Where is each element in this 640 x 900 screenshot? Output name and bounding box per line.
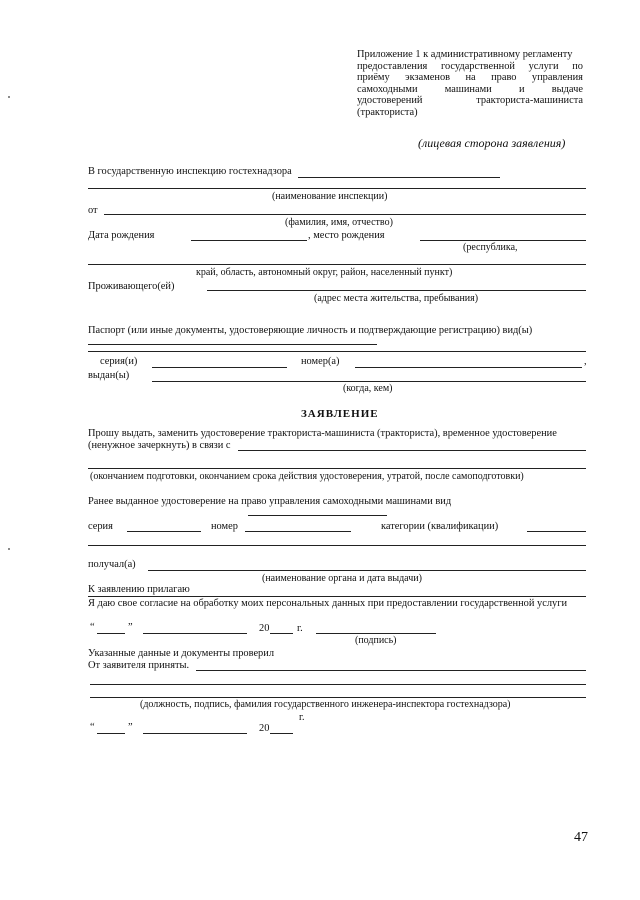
scan-dot <box>8 96 10 98</box>
consent-label: Я даю свое согласие на обработку моих персональных данных при предоставлении государственной услуги <box>88 598 568 609</box>
passport-series-field[interactable] <box>152 367 287 368</box>
cert-number-label: номер <box>211 521 238 532</box>
quote-close: ” <box>128 622 133 633</box>
appendix-line-3 <box>357 72 583 84</box>
address-field[interactable] <box>207 290 586 291</box>
appendix-word: предоставления <box>357 60 428 72</box>
appendix-note <box>357 49 583 119</box>
passport-number-field[interactable] <box>355 367 582 368</box>
categories-label: категории (квалификации) <box>381 521 499 532</box>
reason-field[interactable] <box>238 450 586 451</box>
appendix-word: экзаменов <box>405 72 451 84</box>
year-prefix-2: 20 <box>259 723 270 734</box>
appendix-word: услуги <box>528 60 559 72</box>
year-field[interactable] <box>270 633 293 634</box>
appendix-word: удостоверений <box>357 95 423 107</box>
year-suffix: г. <box>297 623 303 634</box>
month-field[interactable] <box>143 633 247 634</box>
appendix-word: управления <box>531 72 583 84</box>
official-field[interactable] <box>90 684 586 685</box>
appendix-line-1: Приложение 1 к административному регламенту <box>357 49 573 60</box>
received-label: получал(а) <box>88 559 136 570</box>
page-number: 47 <box>574 830 588 845</box>
quote-close-2: ” <box>128 722 133 733</box>
side-label: (лицевая сторона заявления) <box>418 136 566 150</box>
day-field[interactable] <box>97 633 125 634</box>
dob-field[interactable] <box>191 240 307 241</box>
prev-cert-type-field[interactable] <box>248 515 387 516</box>
resident-label: Проживающего(ей) <box>88 281 175 292</box>
appendix-word: машинами <box>444 83 492 95</box>
cert-series-label: серия <box>88 521 113 532</box>
cert-number-field[interactable] <box>245 531 351 532</box>
attach-label: К заявлению прилагаю <box>88 584 190 595</box>
fio-field[interactable] <box>104 214 586 215</box>
appendix-word: право <box>491 72 517 84</box>
inspection-field[interactable] <box>298 177 500 178</box>
request-line-2: (ненужное зачеркнуть) в связи с <box>88 440 231 451</box>
month-field-2[interactable] <box>143 733 247 734</box>
appendix-line-2 <box>357 61 583 73</box>
statement-title: ЗАЯВЛЕНИЕ <box>301 408 379 420</box>
issued-field[interactable] <box>152 381 586 382</box>
passport-type-field-2[interactable] <box>88 351 586 352</box>
from-label: от <box>88 205 98 216</box>
appendix-word: приёму <box>357 72 390 84</box>
year-prefix: 20 <box>259 623 270 634</box>
fio-caption: (фамилия, имя, отчество) <box>285 217 393 228</box>
comma-mark: , <box>584 356 587 367</box>
region-caption: край, область, автономный округ, район, населенный пункт) <box>196 267 453 278</box>
appendix-line-6: (тракториста) <box>357 106 418 118</box>
reason-field-2[interactable] <box>88 468 586 469</box>
passport-series-label: серия(и) <box>100 356 138 367</box>
prev-cert-label: Ранее выданное удостоверение на право управления самоходными машинами вид <box>88 496 452 507</box>
request-line-1: Прошу выдать, заменить удостоверение тракториста-машиниста (тракториста), временное удостоверение <box>88 428 557 439</box>
appendix-word: самоходными <box>357 83 418 95</box>
quote-open-2: “ <box>90 722 95 733</box>
birthplace-label: , место рождения <box>308 230 385 241</box>
received-field[interactable] <box>148 570 586 571</box>
signature-caption: (подпись) <box>355 635 397 646</box>
republic-caption: (республика, <box>463 242 518 253</box>
birthplace-field[interactable] <box>420 240 586 241</box>
accepted-label: От заявителя приняты. <box>88 660 190 671</box>
g-label: г. <box>299 712 305 723</box>
issued-caption: (когда, кем) <box>343 383 393 394</box>
passport-number-label: номер(а) <box>301 356 340 367</box>
official-caption: (должность, подпись, фамилия государственного инженера-инспектора гостехнадзора) <box>140 699 511 710</box>
scan-dot <box>8 548 10 550</box>
appendix-word: на <box>465 72 476 84</box>
appendix-word: тракториста-машиниста <box>476 95 583 107</box>
categories-field[interactable] <box>527 531 586 532</box>
appendix-word: государственной <box>440 60 515 72</box>
passport-label: Паспорт (или иные документы, удостоверяющие личность и подтверждающие регистрацию) вид(ы) <box>88 325 533 336</box>
region-field[interactable] <box>88 264 586 265</box>
quote-open: “ <box>90 622 95 633</box>
appendix-word: по <box>572 60 583 72</box>
cert-series-field[interactable] <box>127 531 201 532</box>
categories-field-2[interactable] <box>88 545 586 546</box>
appendix-word: выдаче <box>551 83 583 95</box>
accepted-field[interactable] <box>196 670 586 671</box>
address-caption: (адрес места жительства, пребывания) <box>314 293 479 304</box>
issued-label: выдан(ы) <box>88 370 130 381</box>
received-caption: (наименование органа и дата выдачи) <box>262 573 422 584</box>
year-field-2[interactable] <box>270 733 293 734</box>
appendix-word: и <box>518 83 525 95</box>
signature-field[interactable] <box>316 633 436 634</box>
passport-type-field[interactable] <box>88 344 377 345</box>
day-field-2[interactable] <box>97 733 125 734</box>
inspection-caption: (наименование инспекции) <box>272 191 388 202</box>
appendix-line-4 <box>357 84 583 96</box>
inspection-field-line-2[interactable] <box>88 188 586 189</box>
checked-label: Указанные данные и документы проверил <box>88 648 275 659</box>
reason-caption: (окончанием подготовки, окончанием срока действия удостоверения, утратой, после самоподготовки) <box>90 471 524 482</box>
attach-field[interactable] <box>88 596 586 597</box>
official-field-2[interactable] <box>90 697 586 698</box>
dob-label: Дата рождения <box>88 230 155 241</box>
to-inspection-label: В государственную инспекцию гостехнадзора <box>88 166 292 177</box>
appendix-line-5 <box>357 95 583 107</box>
